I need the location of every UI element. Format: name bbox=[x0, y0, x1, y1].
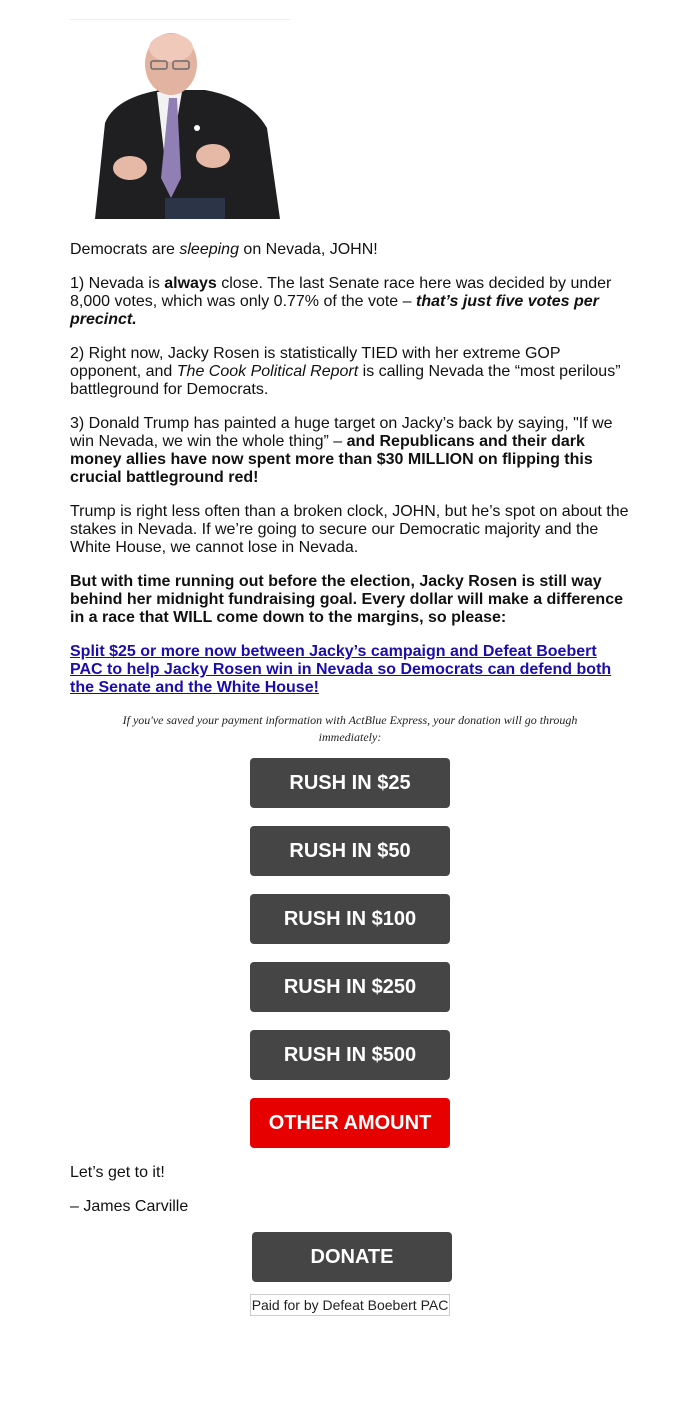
other-amount-button[interactable]: OTHER AMOUNT bbox=[250, 1098, 450, 1148]
point-two: 2) Right now, Jacky Rosen is statistically TIED with her extreme GOP opponent, and The Cook Political Report is calling Nevada the “most perilous” battleground for Democrats. bbox=[70, 345, 621, 398]
paragraph-urgent: But with time running out before the election, Jacky Rosen is still way behind her midnight fundraising goal. Every dollar will make a difference in a race that WILL come down to the margins, so please: bbox=[70, 573, 623, 626]
top-divider bbox=[70, 19, 290, 20]
signature: – James Carville bbox=[70, 1198, 189, 1215]
speaker-photo bbox=[85, 28, 280, 219]
rush-250-button[interactable]: RUSH IN $250 bbox=[250, 962, 450, 1012]
closing-line: Let’s get to it! bbox=[70, 1164, 165, 1181]
point-one: 1) Nevada is always close. The last Senate race here was decided by under 8,000 votes, which was only 0.77% of the vote – that’s just five votes per precinct. bbox=[70, 275, 612, 328]
split-donation-link[interactable]: Split $25 or more now between Jacky’s campaign and Defeat Boebert PAC to help Jacky Rosen win in Nevada so Democrats can defend both the Senate and the White House! bbox=[70, 643, 612, 696]
point-three: 3) Donald Trump has painted a huge target on Jacky’s back by saying, "If we win Nevada, we win the whole thing” – and Republicans and their dark money allies have now spent more than $30 MILLION on flipping this crucial battleground red! bbox=[70, 415, 613, 486]
actblue-express-note: If you've saved your payment information with ActBlue Express, your donation will go through immediately: bbox=[122, 713, 578, 744]
cta-paragraph bbox=[70, 643, 630, 697]
paragraph-stakes: Trump is right less often than a broken clock, JOHN, but he’s spot on about the stakes in Nevada. If we’re going to secure our Democratic majority and the White House, we cannot lose in Nevada. bbox=[70, 503, 629, 556]
rush-100-button[interactable]: RUSH IN $100 bbox=[250, 894, 450, 944]
greeting: Democrats are sleeping on Nevada, JOHN! bbox=[70, 241, 378, 258]
rush-500-button[interactable]: RUSH IN $500 bbox=[250, 1030, 450, 1080]
paid-for-disclaimer: Paid for by Defeat Boebert PAC bbox=[250, 1294, 450, 1316]
rush-50-button[interactable]: RUSH IN $50 bbox=[250, 826, 450, 876]
rush-25-button[interactable]: RUSH IN $25 bbox=[250, 758, 450, 808]
donate-button[interactable]: DONATE bbox=[252, 1232, 452, 1282]
